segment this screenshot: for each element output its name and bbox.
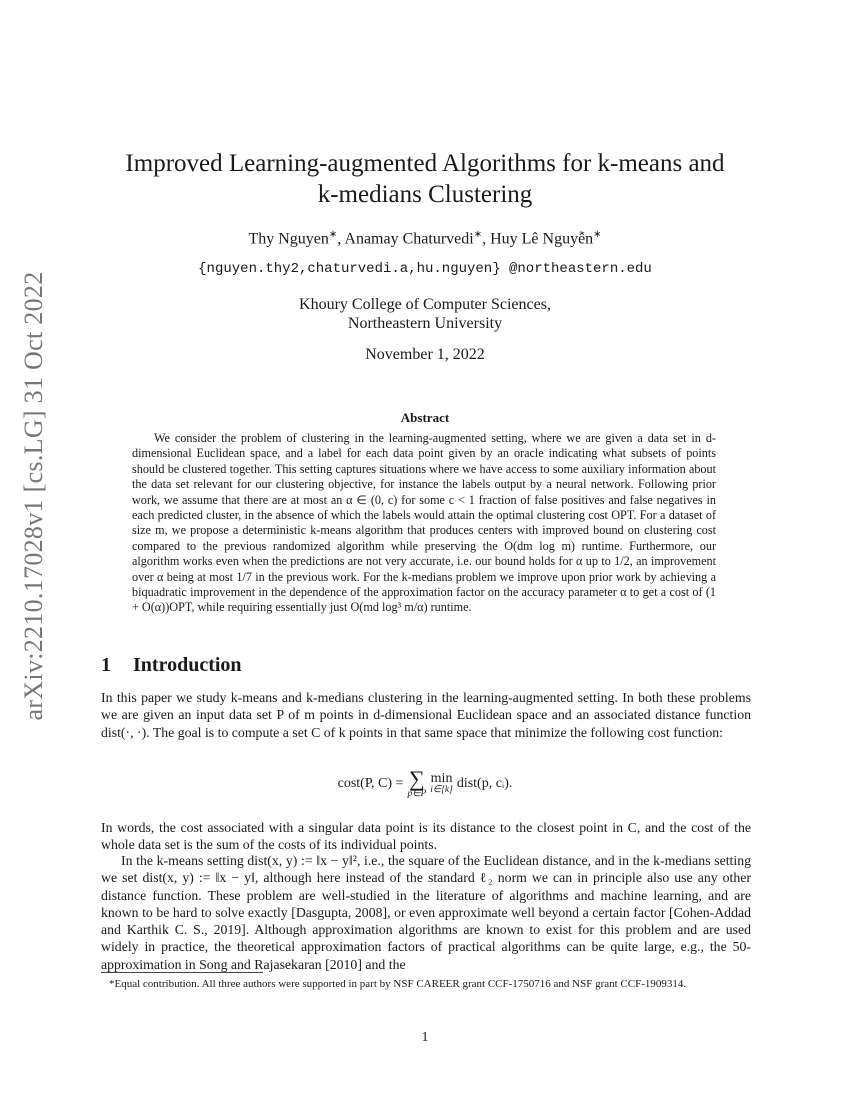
intro-paragraph-2: In words, the cost associated with a singular data point is its distance to the closest point in C, and the cost of the whole data set is the sum of the costs of its individual points.: [101, 820, 751, 853]
intro-paragraph-3: In the k-means setting dist(x, y) := ‖x − y‖², i.e., the square of the Euclidean distance, and in the k-medians setting we set dist(x, y) := ‖x − y‖, although here instead of the standard ℓ₂ norm we can in principle also use any other distance function. These problem are well-studied in the literature of algorithms and machine learning, and are known to be hard to solve exactly [Dasgupta, 2008], or even approximate well beyond a certain factor [Cohen-Addad and Karthik C. S., 2019]. Although approximation algorithms are known to exist for this problem and are used widely in practice, the theoretical approximation factors of practical algorithms can be quite large, e.g., the 50-approximation in Song and Rajasekaran [2010] and the: [101, 853, 751, 972]
arxiv-identifier-text: arXiv:2210.17028v1 [cs.LG] 31 Oct 2022: [19, 271, 48, 721]
summation: [407, 768, 426, 800]
footnote-divider: [101, 972, 263, 973]
author-name: Anamay Chaturvedi: [344, 230, 474, 248]
abstract-text: We consider the problem of clustering in the learning-augmented setting, where we are given a data set in d-dimensional Euclidean space, and a label for each data point given by an oracle indicating what subsets of points should be clustered together. This setting captures situations where we have access to some auxiliary information about the data set relevant for our clustering objective, for instance the labels output by a neural network. Following prior work, we assume that there are at most an α ∈ (0, c) for some c < 1 fraction of false positives and false negatives in each predicted cluster, in the absence of which the labels would attain the optimal clustering cost OPT. For a dataset of size m, we propose a deterministic k-means algorithm that produces centers with improved bound on clustering cost compared to the previous randomized algorithm while preserving the O(dm log m) runtime. Furthermore, our algorithm works even when the predictions are not very accurate, i.e. our bound holds for α up to 1/2, an improvement over α being at most 1/7 in the previous work. For the k-medians problem we improve upon prior work by achieving a biquadratic improvement in the dependence of the approximation factor on the accuracy parameter α to get a cost of (1 + O(α))OPT, while requiring essentially just O(md log³ m/α) runtime.: [132, 431, 716, 615]
author-footnote-mark: ∗: [328, 229, 338, 240]
author-list: Thy Nguyen∗, Anamay Chaturvedi∗, Huy Lê Nguyễn∗: [248, 229, 602, 248]
cost-equation: [100, 768, 750, 800]
paper-title-line-1: Improved Learning-augmented Algorithms for k-means and: [125, 150, 725, 177]
paper-title-line-2: k-medians Clustering: [317, 181, 533, 208]
affiliation-line-1: Khoury College of Computer Sciences,: [299, 296, 551, 313]
section-title: Introduction: [133, 654, 242, 676]
affiliation-line-2: Northeastern University: [347, 315, 503, 332]
page-number: 1: [421, 1030, 429, 1045]
affiliation: [100, 295, 750, 333]
author-name: Huy Lê Nguyễn: [490, 230, 594, 248]
minimum-operator: [430, 772, 453, 796]
minimum-label: min: [430, 771, 453, 786]
equation-lhs: cost(P, C) =: [337, 775, 404, 791]
section-number: 1: [101, 654, 111, 676]
publication-date: November 1, 2022: [365, 346, 485, 363]
footnote: *Equal contribution. All three authors were supported in part by NSF CAREER grant CCF-1750716 and NSF grant CCF-1909314.: [109, 978, 687, 990]
equation-rhs: dist(p, cᵢ).: [456, 775, 513, 791]
summation-symbol: ∑: [409, 766, 425, 791]
abstract-heading: Abstract: [400, 410, 450, 425]
arxiv-identifier-stamp: [14, 271, 54, 721]
minimum-index: i∈[k]: [430, 785, 453, 795]
paper-title: [100, 148, 750, 210]
summation-index: p∈P: [407, 789, 427, 799]
section-heading: [101, 654, 242, 677]
author-name: Thy Nguyen: [248, 230, 329, 248]
author-footnote-mark: ∗: [593, 229, 602, 240]
author-footnote-mark: ∗: [473, 229, 483, 240]
author-emails: {nguyen.thy2,chaturvedi.a,hu.nguyen} @northeastern.edu: [198, 261, 652, 277]
intro-paragraph-1: In this paper we study k-means and k-medians clustering in the learning-augmented setting. In both these problems we are given an input data set P of m points in d-dimensional Euclidean space and an associated distance function dist(·, ·). The goal is to compute a set C of k points in that same space that minimize the following cost function:: [101, 690, 751, 740]
